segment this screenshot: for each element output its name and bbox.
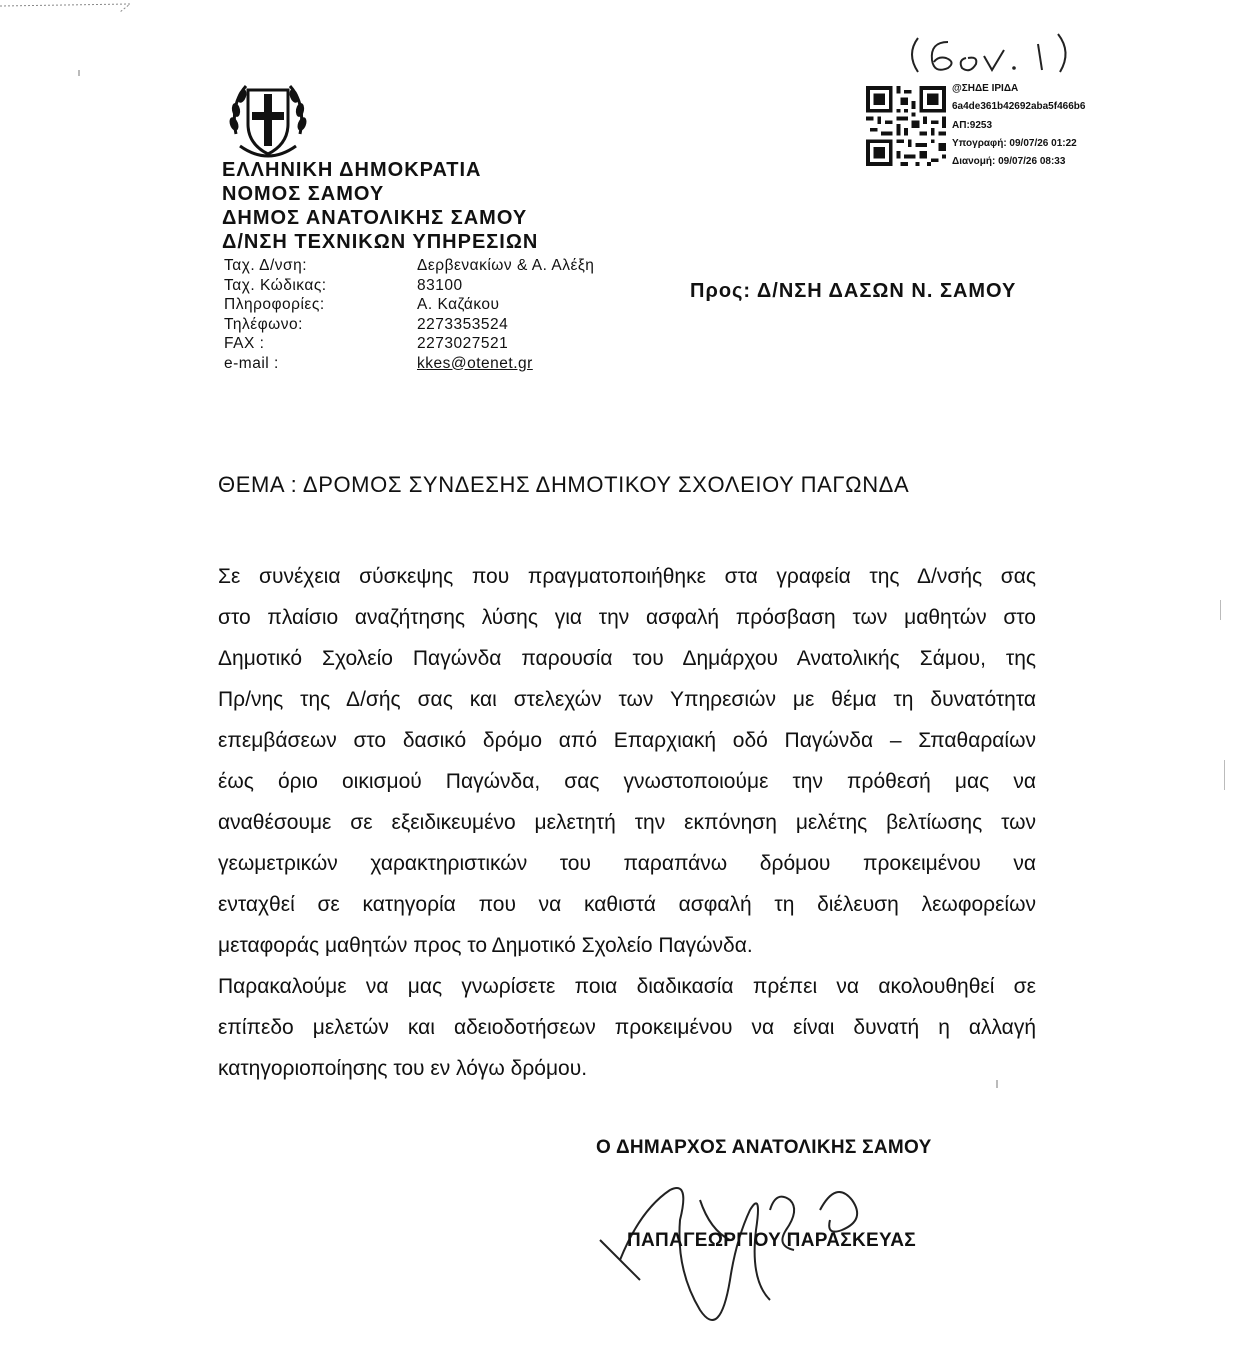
- body-line: κατηγοριοποίησης του εν λόγω δρόμου.: [218, 1057, 588, 1080]
- contact-row-fax: [224, 334, 594, 354]
- handwritten-note: [900, 20, 1100, 80]
- stamp-protocol-number: ΑΠ:9253: [952, 119, 993, 131]
- body-line: Σε συνέχεια σύσκεψης που πραγματοποιήθηκε στα γραφεία της Δ/νσής σας: [218, 565, 1036, 588]
- qr-code-icon: [866, 84, 946, 168]
- org-line-country: ΕΛΛΗΝΙΚΗ ΔΗΜΟΚΡΑΤΙΑ: [222, 159, 482, 181]
- scan-speck: [996, 1080, 998, 1088]
- contact-label: Ταχ. Δ/νση:: [224, 257, 308, 274]
- contact-row-phone: [224, 315, 594, 335]
- contact-info: [224, 256, 594, 373]
- body-paragraph-2: [218, 966, 1036, 1089]
- org-line-municipality: ΔΗΜΟΣ ΑΝΑΤΟΛΙΚΗΣ ΣΑΜΟΥ: [222, 207, 528, 229]
- signatory-title: Ο ΔΗΜΑΡΧΟΣ ΑΝΑΤΟΛΙΚΗΣ ΣΑΜΟΥ: [596, 1137, 932, 1158]
- body-line: Δημοτικό Σχολείο Παγώνδα παρουσία του Δημάρχου Ανατολικής Σάμου, της: [218, 647, 1036, 670]
- body-line: γεωμετρικών χαρακτηριστικών του παραπάνω δρόμου προκειμένου να: [218, 852, 1036, 875]
- digital-stamp: [952, 80, 1085, 171]
- contact-value: 83100: [417, 276, 463, 294]
- contact-value: Α. Καζάκου: [417, 296, 500, 313]
- body-line: ενταχθεί σε κατηγορία που να καθιστά ασφαλή τη διέλευση λεωφορείων: [218, 893, 1036, 916]
- stamp-system: @ΣΗΔΕ ΙΡΙΔΑ: [952, 83, 1019, 94]
- contact-label: e-mail :: [224, 354, 279, 372]
- contact-label: FAX :: [224, 335, 265, 352]
- stamp-signature-date: Υπογραφή: 09/07/26 01:22: [952, 137, 1077, 149]
- contact-value: 2273027521: [417, 335, 509, 352]
- letter-body: [218, 556, 1036, 1089]
- body-line: Πρ/νης της Δ/σής σας και στελεχών των Υπηρεσιών με θέμα τη δυνατότητα: [218, 688, 1036, 711]
- contact-label: Ταχ. Κώδικας:: [224, 276, 327, 294]
- recipient: Προς: Δ/ΝΣΗ ΔΑΣΩΝ Ν. ΣΑΜΟΥ: [690, 280, 1017, 302]
- body-line: έως όριο οικισμού Παγώνδα, σας γνωστοποιούμε την πρόθεσή μας να: [218, 770, 1036, 793]
- body-line: μεταφοράς μαθητών προς το Δημοτικό Σχολείο Παγώνδα.: [218, 934, 753, 957]
- email-link[interactable]: kkes@otenet.gr: [417, 354, 533, 372]
- contact-value: 2273353524: [417, 315, 509, 333]
- org-line-department: Δ/ΝΣΗ ΤΕΧΝΙΚΩΝ ΥΠΗΡΕΣΙΩΝ: [222, 231, 539, 253]
- contact-row-postcode: [224, 276, 594, 296]
- contact-row-email: [224, 354, 594, 374]
- org-line-prefecture: ΝΟΜΟΣ ΣΑΜΟΥ: [222, 183, 385, 205]
- subject-line: ΘΕΜΑ : ΔΡΟΜΟΣ ΣΥΝΔΕΣΗΣ ΔΗΜΟΤΙΚΟΥ ΣΧΟΛΕΙΟΥ ΠΑΓΩΝΔΑ: [218, 472, 910, 497]
- stamp-distribution-date: Διανομή: 09/07/26 08:33: [952, 156, 1066, 168]
- scan-speck: [1224, 760, 1225, 790]
- scan-speck: [1220, 600, 1221, 620]
- body-line: στο πλαίσιο αναζήτησης λύσης για την ασφαλή πρόσβαση των μαθητών στο: [218, 606, 1036, 629]
- contact-label: Τηλέφωνο:: [224, 315, 303, 333]
- greek-state-emblem-icon: [224, 74, 312, 164]
- contact-row-info: [224, 295, 594, 315]
- body-line: Παρακαλούμε να μας γνωρίσετε ποια διαδικασία πρέπει να ακολουθηθεί σε: [218, 975, 1036, 998]
- body-line: επεμβάσεων στο δασικό δρόμο από Επαρχιακή οδό Παγώνδα – Σπαθαραίων: [218, 729, 1036, 752]
- contact-row-address: [224, 256, 594, 276]
- body-line: αναθέσουμε σε εξειδικευμένο μελετητή την εκπόνηση μελέτης βελτίωσης των: [218, 811, 1036, 834]
- handwritten-note-drawing: [900, 20, 1100, 80]
- body-line: επίπεδο μελετών και αδειοδοτήσεων προκειμένου να είναι δυνατή η αλλαγή: [218, 1016, 1036, 1039]
- contact-value: Δερβενακίων & Α. Αλέξη: [417, 257, 595, 274]
- stamp-hash: 6a4de361b42692aba5f466b6: [952, 101, 1086, 113]
- scan-edge-mark: [0, 0, 140, 14]
- signatory-name: ΠΑΠΑΓΕΩΡΓΙΟΥ ΠΑΡΑΣΚΕΥΑΣ: [627, 1230, 916, 1251]
- contact-label: Πληροφορίες:: [224, 296, 325, 313]
- body-paragraph-1: [218, 556, 1036, 966]
- scan-speck: [78, 70, 80, 76]
